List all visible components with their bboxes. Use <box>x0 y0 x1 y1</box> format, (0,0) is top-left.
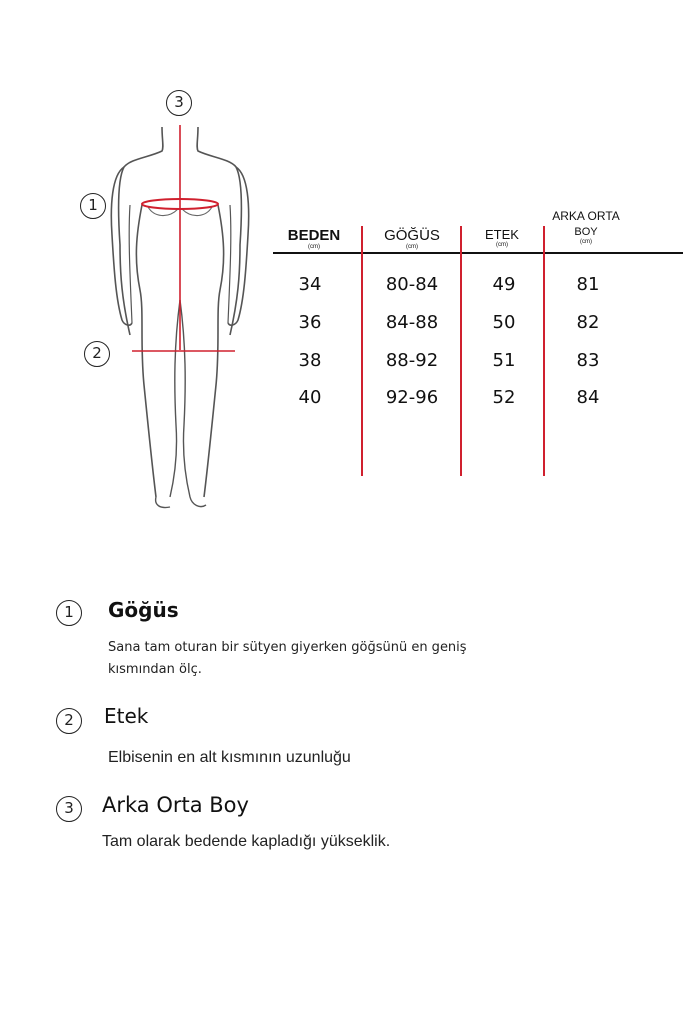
cell-size: 40 <box>298 387 322 408</box>
legend-desc-gogus-line2: kısmından ölç. <box>108 662 202 677</box>
column-divider <box>543 226 545 476</box>
legend-number-1: 1 <box>56 600 82 626</box>
size-table <box>270 200 683 490</box>
legend-desc-arka-orta-boy: Tam olarak bedende kapladığı yükseklik. <box>102 833 391 850</box>
cell-hem: 49 <box>492 274 516 295</box>
legend-title-arka-orta-boy: Arka Orta Boy <box>102 793 249 817</box>
cell-chest: 80-84 <box>385 274 439 295</box>
legend-title-etek: Etek <box>104 704 149 728</box>
cell-back-length: 81 <box>576 274 600 295</box>
column-divider <box>361 226 363 476</box>
cell-hem: 50 <box>492 312 516 333</box>
header-divider <box>273 252 683 254</box>
cell-chest: 88-92 <box>385 350 439 371</box>
marker-hem: 2 <box>84 341 110 367</box>
cell-back-length: 84 <box>576 387 600 408</box>
cell-back-length: 82 <box>576 312 600 333</box>
legend-desc-etek: Elbisenin en alt kısmının uzunluğu <box>108 749 351 766</box>
header-gogus: GÖĞÜS (cm) <box>384 227 440 250</box>
body-figure <box>70 85 270 520</box>
header-beden: BEDEN (cm) <box>287 227 341 250</box>
cell-size: 38 <box>298 350 322 371</box>
legend-number-3: 3 <box>56 796 82 822</box>
cell-hem: 51 <box>492 350 516 371</box>
cell-hem: 52 <box>492 387 516 408</box>
marker-back-length: 3 <box>166 90 192 116</box>
cell-back-length: 83 <box>576 350 600 371</box>
cell-chest: 92-96 <box>385 387 439 408</box>
marker-chest: 1 <box>80 193 106 219</box>
cell-size: 34 <box>298 274 322 295</box>
cell-size: 36 <box>298 312 322 333</box>
header-arka-orta-boy: ARKA ORTA BOY (cm) <box>552 209 620 245</box>
legend-desc-gogus-line1: Sana tam oturan bir sütyen giyerken göğsünü en geniş <box>108 640 467 655</box>
legend-number-2: 2 <box>56 708 82 734</box>
legend-title-gogus: Göğüs <box>108 598 179 622</box>
cell-chest: 84-88 <box>385 312 439 333</box>
column-divider <box>460 226 462 476</box>
header-etek: ETEK (cm) <box>485 227 519 248</box>
